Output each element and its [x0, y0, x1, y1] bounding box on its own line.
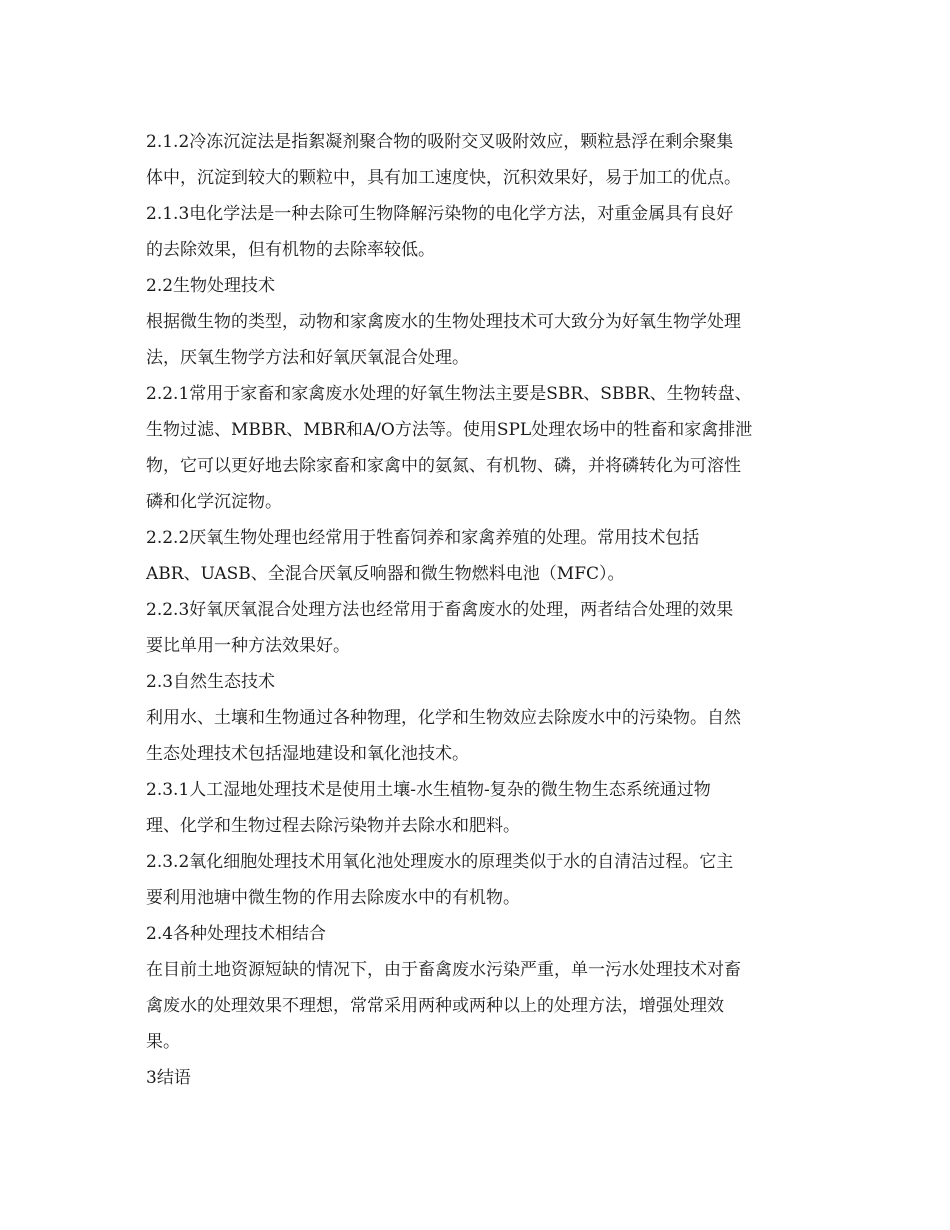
text-line: 法，厌氧生物学方法和好氧厌氧混合处理。 — [146, 348, 469, 368]
text-line: 2.2.1常用于家畜和家禽废水处理的好氧生物法主要是SBR、SBBR、生物转盘、 — [146, 384, 752, 404]
text-line: 根据微生物的类型，动物和家禽废水的生物处理技术可大致分为好氧生物学处理 — [146, 312, 741, 332]
paragraph — [146, 196, 806, 268]
text-line: 生态处理技术包括湿地建设和氧化池技术。 — [146, 744, 469, 764]
text-line: 禽废水的处理效果不理想，常常采用两种或两种以上的处理方法，增强处理效 — [146, 996, 724, 1016]
document-body — [146, 124, 806, 1096]
section-heading — [146, 268, 806, 304]
text-line: ABR、UASB、全混合厌氧反响器和微生物燃料电池（MFC）。 — [146, 564, 625, 584]
text-line: 2.3.1人工湿地处理技术是使用土壤-水生植物-复杂的微生物生态系统通过物 — [146, 780, 711, 800]
text-line: 磷和化学沉淀物。 — [146, 492, 282, 512]
text-line: 2.2.2厌氧生物处理也经常用于牲畜饲养和家禽养殖的处理。常用技术包括 — [146, 528, 700, 548]
section-heading — [146, 1060, 806, 1096]
paragraph — [146, 376, 806, 520]
paragraph — [146, 772, 806, 844]
text-line: 2.1.2冷冻沉淀法是指絮凝剂聚合物的吸附交叉吸附效应，颗粒悬浮在剩余聚集 — [146, 132, 734, 152]
section-heading — [146, 664, 806, 700]
paragraph — [146, 520, 806, 592]
paragraph — [146, 952, 806, 1060]
text-line: 在目前土地资源短缺的情况下，由于畜禽废水污染严重，单一污水处理技术对畜 — [146, 960, 741, 980]
paragraph — [146, 844, 806, 916]
text-line: 利用水、土壤和生物通过各种物理，化学和生物效应去除废水中的污染物。自然 — [146, 708, 741, 728]
text-line: 体中，沉淀到较大的颗粒中，具有加工速度快，沉积效果好，易于加工的优点。 — [146, 168, 741, 188]
text-line: 的去除效果，但有机物的去除率较低。 — [146, 240, 435, 260]
text-line: 要利用池塘中微生物的作用去除废水中的有机物。 — [146, 888, 520, 908]
paragraph — [146, 304, 806, 376]
text-line: 要比单用一种方法效果好。 — [146, 636, 350, 656]
text-line: 2.4各种处理技术相结合 — [146, 924, 327, 944]
text-line: 生物过滤、MBBR、MBR和A/O方法等。使用SPL处理农场中的牲畜和家禽排泄 — [146, 420, 753, 440]
paragraph — [146, 700, 806, 772]
text-line: 2.2生物处理技术 — [146, 276, 276, 296]
text-line: 3结语 — [146, 1068, 191, 1088]
paragraph — [146, 124, 806, 196]
document-page — [146, 124, 806, 1096]
section-heading — [146, 916, 806, 952]
text-line: 果。 — [146, 1032, 180, 1052]
text-line: 2.2.3好氧厌氧混合处理方法也经常用于畜禽废水的处理，两者结合处理的效果 — [146, 600, 734, 620]
text-line: 物，它可以更好地去除家畜和家禽中的氨氮、有机物、磷，并将磷转化为可溶性 — [146, 456, 741, 476]
text-line: 2.3自然生态技术 — [146, 672, 276, 692]
text-line: 2.3.2氧化细胞处理技术用氧化池处理废水的原理类似于水的自清洁过程。它主 — [146, 852, 734, 872]
text-line: 2.1.3电化学法是一种去除可生物降解污染物的电化学方法，对重金属具有良好 — [146, 204, 734, 224]
text-line: 理、化学和生物过程去除污染物并去除水和肥料。 — [146, 816, 520, 836]
paragraph — [146, 592, 806, 664]
